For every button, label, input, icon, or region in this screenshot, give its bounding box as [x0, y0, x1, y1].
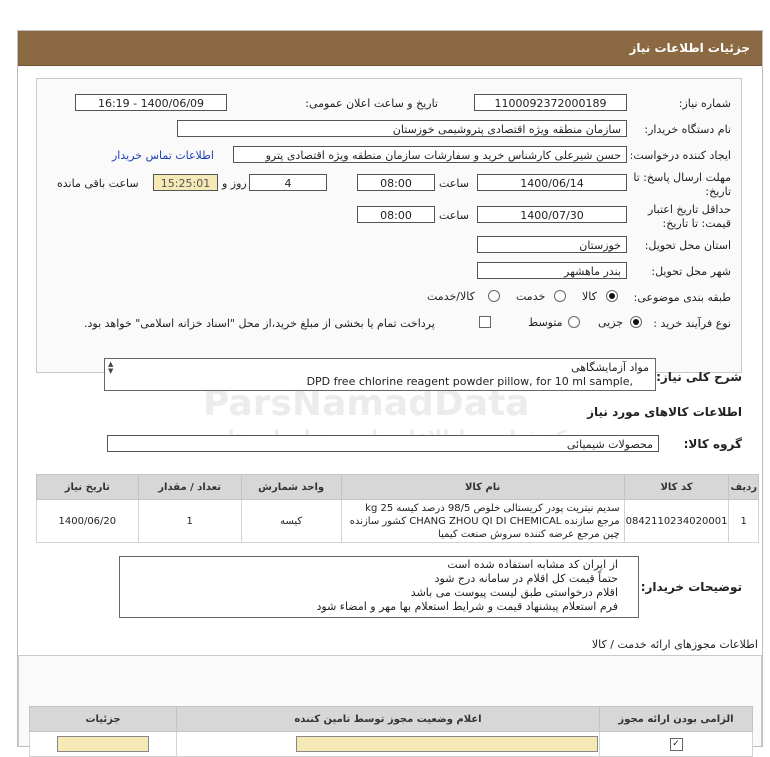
- buyer-notes-label: توضیحات خریدار:: [640, 580, 742, 594]
- validity-label-line2: قیمت: تا تاریخ:: [662, 217, 731, 230]
- deadline-time-label: ساعت: [439, 177, 469, 190]
- announce-label: تاریخ و ساعت اعلان عمومی:: [305, 97, 438, 110]
- goods-table-header: [37, 475, 759, 500]
- validity-date-field[interactable]: 1400/07/30: [477, 206, 627, 223]
- row-date: 1400/06/20: [37, 500, 139, 543]
- city-label: شهر محل تحویل:: [651, 265, 731, 278]
- row-number: 1: [729, 500, 759, 543]
- row-name-line-2: مرجع سازنده CHANG ZHOU QI DI CHEMICAL کشور سازنده: [349, 515, 620, 527]
- validity-label-line1: حداقل تاریخ اعتبار: [647, 203, 731, 216]
- row-unit: کیسه: [241, 500, 341, 543]
- deadline-label-line2: تاریخ:: [705, 185, 731, 198]
- process-radio-partial[interactable]: [630, 316, 642, 328]
- days-label: روز و: [222, 177, 247, 190]
- row-code: 0842110234020001: [624, 500, 729, 543]
- row-name-line-3: چین مرجع عرضه کننده سروش صنعت کیمیا: [438, 528, 620, 540]
- goods-section-title: اطلاعات کالاهای مورد نیاز: [587, 405, 742, 419]
- scroll-arrows-icon[interactable]: ▲ ▼: [108, 360, 114, 375]
- process-radio-medium[interactable]: [568, 316, 580, 328]
- province-label: استان محل تحویل:: [644, 239, 731, 252]
- category-option-service: خدمت: [516, 290, 546, 303]
- buyer-note-line-3: اقلام درخواستی طبق لیست پیوست می باشد: [410, 586, 618, 599]
- announce-datetime-field[interactable]: 1400/06/09 - 16:19: [75, 94, 227, 111]
- summary-line-1: مواد آزمایشگاهی: [571, 361, 649, 374]
- buyer-org-label: نام دستگاه خریدار:: [644, 123, 731, 136]
- summary-textarea[interactable]: [104, 358, 656, 391]
- need-info-panel: [36, 78, 742, 373]
- city-field[interactable]: بندر ماهشهر: [477, 262, 627, 279]
- deadline-label-line1: مهلت ارسال پاسخ: تا: [633, 171, 731, 184]
- category-radio-goods[interactable]: [606, 290, 618, 302]
- need-number-label: شماره نیاز:: [678, 97, 731, 110]
- col-row-header: ردیف: [729, 475, 759, 500]
- watermark-brand: ParsNamadData: [203, 383, 530, 424]
- deadline-time-field[interactable]: 08:00: [357, 174, 435, 191]
- summary-label: شرح کلی نیاز:: [656, 370, 742, 384]
- validity-time-label: ساعت: [439, 209, 469, 222]
- license-required-header: الزامی بودن ارائه مجوز: [600, 707, 753, 732]
- category-radio-service[interactable]: [554, 290, 566, 302]
- col-qty-header: تعداد / مقدار: [138, 475, 241, 500]
- deadline-days-field[interactable]: 4: [249, 174, 327, 191]
- process-option-partial: جزیی: [598, 316, 624, 329]
- category-option-goods-service: کالا/خدمت: [427, 290, 475, 303]
- province-field[interactable]: خوزستان: [477, 236, 627, 253]
- license-status-header: اعلام وضعیت مجوز توسط تامین کننده: [177, 707, 600, 732]
- license-status-cell: [177, 732, 600, 757]
- col-unit-header: واحد شمارش: [241, 475, 341, 500]
- page-header: [18, 31, 762, 66]
- table-row[interactable]: [30, 732, 753, 757]
- license-status-select[interactable]: [296, 736, 598, 752]
- col-name-header: نام کالا: [341, 475, 624, 500]
- remaining-label: ساعت باقی مانده: [57, 177, 139, 190]
- treasury-payment-checkbox[interactable]: [479, 316, 491, 328]
- requester-label: ایجاد کننده درخواست:: [629, 149, 731, 162]
- process-option-medium: متوسط: [528, 316, 563, 329]
- col-date-header: تاریخ نیاز: [37, 475, 139, 500]
- buyer-note-line-2: حتماً قیمت کل اقلام در سامانه درج شود: [434, 572, 618, 585]
- goods-group-label: گروه کالا:: [683, 437, 742, 451]
- category-label: طبقه بندی موضوعی:: [633, 291, 731, 304]
- validity-time-field[interactable]: 08:00: [357, 206, 435, 223]
- buyer-org-field[interactable]: سازمان منطقه ویژه اقتصادی پتروشیمی خوزستان: [177, 120, 627, 137]
- deadline-date-field[interactable]: 1400/06/14: [477, 174, 627, 191]
- row-name-line-1: سدیم نیتریت پودر کریستالی خلوص 98/5 درصد کیسه 25 kg: [365, 502, 620, 514]
- buyer-note-line-1: از ایران کد مشابه استفاده شده است: [447, 558, 618, 571]
- category-option-goods: کالا: [582, 290, 597, 303]
- license-required-cell: [600, 732, 753, 757]
- page-title: جزئیات اطلاعات نیاز: [629, 41, 750, 55]
- licenses-table-header: [30, 707, 753, 732]
- buyer-contact-link[interactable]: اطلاعات تماس خریدار: [112, 149, 214, 162]
- licenses-section-title: اطلاعات مجوزهای ارائه خدمت / کالا: [591, 638, 758, 651]
- check-icon: ✓: [670, 738, 683, 751]
- license-details-cell: [30, 732, 177, 757]
- need-number-field[interactable]: 1100092372000189: [474, 94, 627, 111]
- license-details-button[interactable]: [57, 736, 149, 752]
- licenses-table: [29, 706, 753, 757]
- goods-group-field[interactable]: محصولات شیمیائی: [107, 435, 659, 452]
- licenses-panel: [18, 655, 762, 749]
- summary-line-2: DPD free chlorine reagent powder pillow, for 10 ml sample,: [306, 375, 633, 388]
- buyer-notes-box[interactable]: [119, 556, 639, 618]
- requester-field[interactable]: حسن شیرعلی کارشناس خرید و سفارشات سازمان منطقه ویژه اقتصادی پترو: [233, 146, 627, 163]
- buyer-note-line-4: فرم استعلام پیشنهاد قیمت و شرایط استعلام بها مهر و امضاء شود: [316, 600, 618, 613]
- category-radio-goods-service[interactable]: [488, 290, 500, 302]
- main-window: [17, 30, 763, 747]
- treasury-payment-note: پرداخت تمام یا بخشی از مبلغ خرید،از محل "اسناد خزانه اسلامی" خواهد بود.: [84, 317, 435, 330]
- remaining-time-field: 15:25:01: [153, 174, 218, 191]
- goods-table: [36, 474, 759, 543]
- table-row[interactable]: [37, 500, 759, 543]
- row-name: [341, 500, 624, 543]
- col-code-header: کد کالا: [624, 475, 729, 500]
- process-label: نوع فرآیند خرید :: [653, 317, 731, 330]
- row-qty: 1: [138, 500, 241, 543]
- license-details-header: جزئیات: [30, 707, 177, 732]
